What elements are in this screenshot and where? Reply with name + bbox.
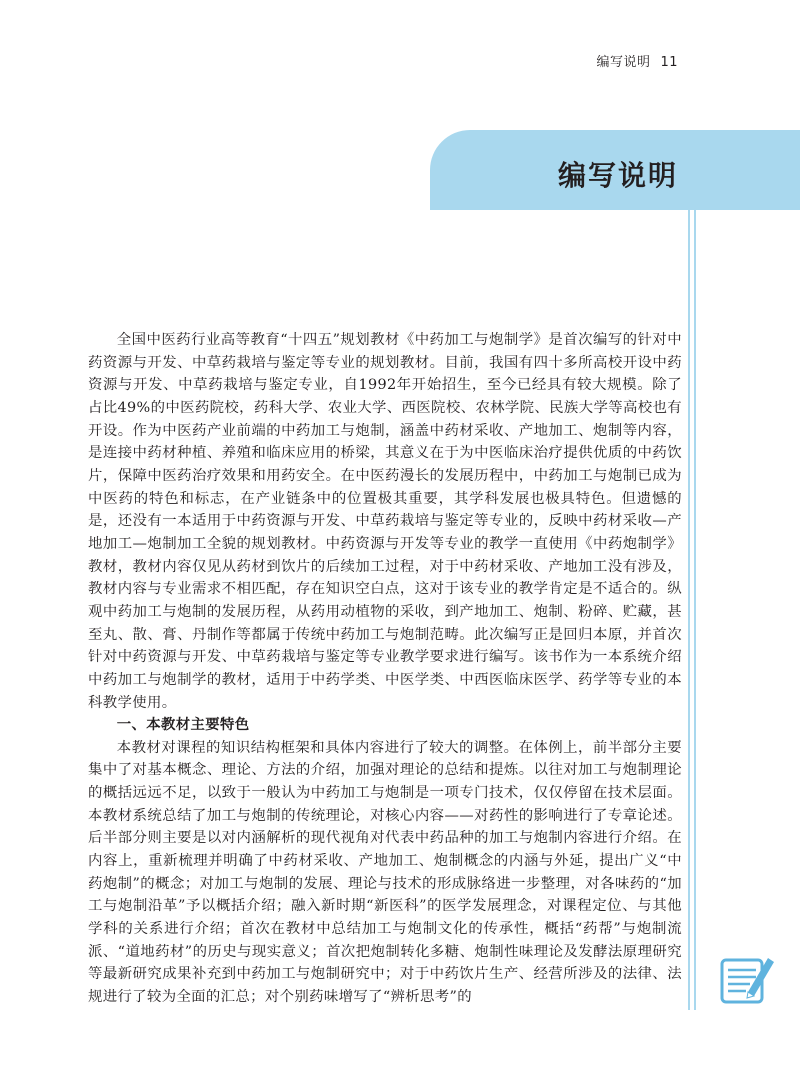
paragraph-intro: 全国中医药行业高等教育“十四五”规划教材《中药加工与炮制学》是首次编写的针对中药资源与开发、中草药栽培与鉴定等专业的规划教材。目前，我国有四十多所高校开设中药资源与开发、中草药栽培与鉴定专业，自1992年开始招生，至今已经具有较大规模。除了占比49%的中医药院校，药科大学、农业大学、西医院校、农林学院、民族大学等高校也有开设。作为中医药产业前端的中药加工与炮制，涵盖中药材采收、产地加工、炮制等内容，是连接中药材种植、养殖和临床应用的桥梁，其意义在于为中医临床治疗提供优质的中药饮片，保障中医药治疗效果和用药安全。在中医药漫长的发展历程中，中药加工与炮制已成为中医药的特色和标志，在产业链条中的位置极其重要，其学科发展也极具特色。但遗憾的是，还没有一本适用于中药资源与开发、中草药栽培与鉴定等专业的，反映中药材采收—产地加工—炮制加工全貌的规划教材。中药资源与开发等专业的教学一直使用《中药炮制学》教材，教材内容仅见从药材到饮片的后续加工过程，对于中药材采收、产地加工没有涉及，教材内容与专业需求不相匹配，存在知识空白点，这对于该专业的教学肯定是不适合的。纵观中药加工与炮制的发展历程，从药用动植物的采收，到产地加工、炮制、粉碎、贮藏，甚至丸、散、膏、丹制作等都属于传统中药加工与炮制范畴。此次编写正是回归本原，并首次针对中药资源与开发、中草药栽培与鉴定等专业教学要求进行编写。该书作为一本系统介绍中药加工与炮制学的教材，适用于中药学类、中医学类、中西医临床医学、药学等专业的本科教学使用。 [88,332,682,711]
decorative-vertical-line [694,210,696,1010]
paragraph-features: 本教材对课程的知识结构框架和具体内容进行了较大的调整。在体例上，前半部分主要集中了对基本概念、理论、方法的介绍，加强对理论的总结和提炼。以往对加工与炮制理论的概括远远不足，以致于一般认为中药加工与炮制是一项专门技术，仅仅停留在技术层面。本教材系统总结了加工与炮制的传统理论，对核心内容——对药性的影响进行了专章论述。后半部分则主要是以对内涵解析的现代视角对代表中药品种的加工与炮制内容进行介绍。在内容上，重新梳理并明确了中药材采收、产地加工、炮制概念的内涵与外延，提出广义“中药炮制”的概念；对加工与炮制的发展、理论与技术的形成脉络进一步整理，对各味药的“加工与炮制沿革”予以概括介绍；融入新时期“新医科”的医学发展理念，对课程定位、与其他学科的关系进行介绍；首次在教材中总结加工与炮制文化的传承性，概括“药帮”与炮制流派、“道地药材”的历史与现实意义；首次把炮制转化多糖、炮制性味理论及发酵法原理研究等最新研究成果补充到中药加工与炮制研究中；对于中药饮片生产、经营所涉及的法律、法规进行了较为全面的汇总；对个别药味增写了“辨析思考”的 [88,739,682,1006]
running-header-section: 编写说明 [596,55,651,70]
notepad-pencil-icon [718,950,776,1008]
running-header [596,51,678,70]
page-number: 11 [660,55,678,70]
decorative-vertical-line [688,210,690,1010]
page-title: 编写说明 [557,159,678,192]
body-text [88,329,682,1009]
section-heading: 一、本教材主要特色 [116,717,250,734]
